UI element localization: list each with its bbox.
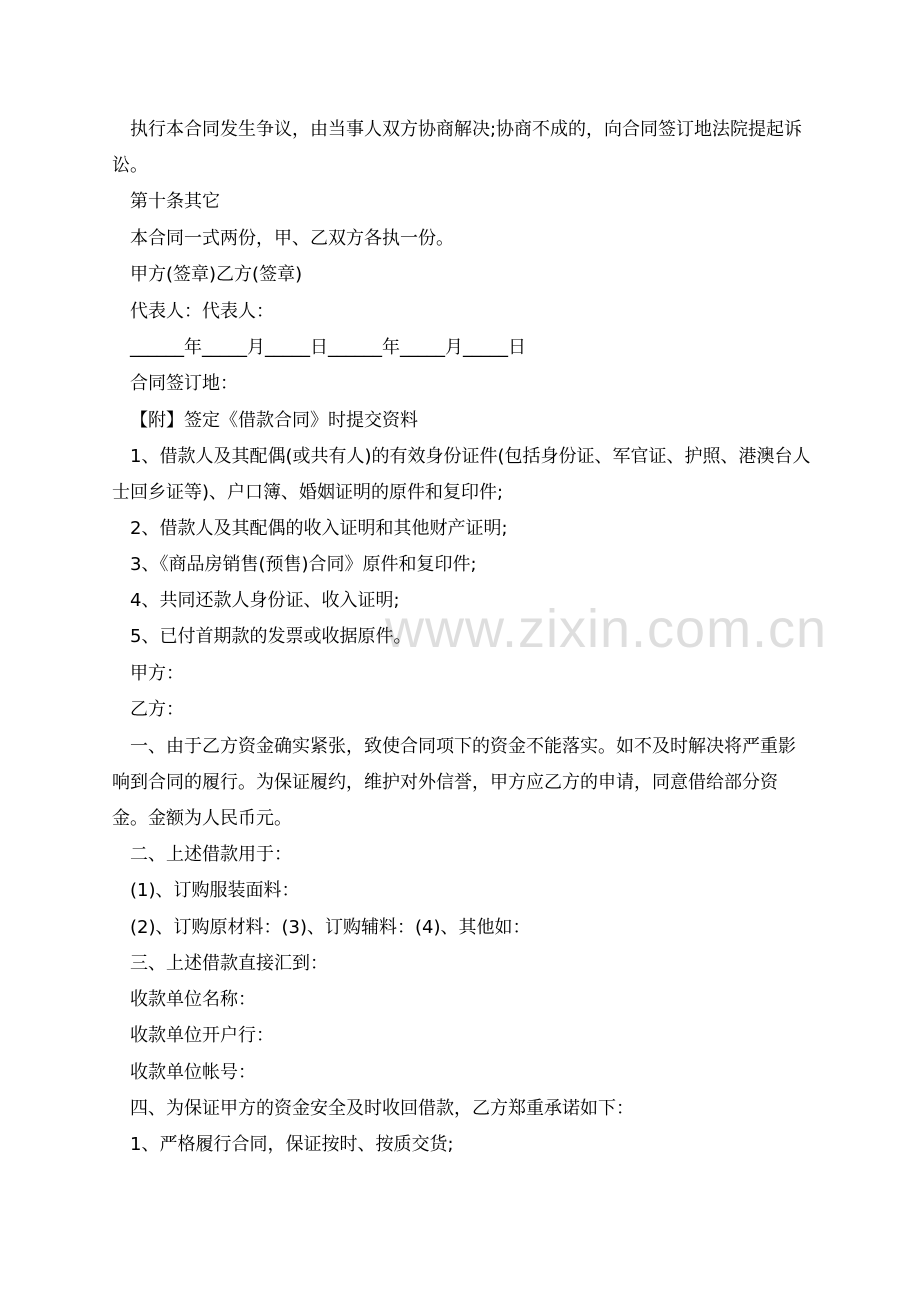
payee-account: 收款单位帐号： — [130, 1062, 256, 1083]
section-2: 二、上述借款用于： — [130, 844, 292, 865]
paragraph-dispute: 执行本合同发生争议，由当事人双方协商解决;协商不成的，向合同签订地法院提起诉讼。 — [112, 119, 803, 176]
list-item-2: 2、借款人及其配偶的收入证明和其他财产证明; — [130, 518, 508, 539]
paragraph-dates: ______年_____月_____日______年_____月_____日 — [130, 337, 526, 358]
paragraph-representatives: 代表人：代表人： — [130, 301, 274, 322]
paragraph-copies: 本合同一式两份，甲、乙双方各执一份。 — [130, 228, 454, 249]
list-item-5: 5、已付首期款的发票或收据原件。 — [130, 626, 412, 647]
purpose-item-1: (1)、订购服装面料： — [130, 880, 300, 901]
heading-appendix: 【附】签定《借款合同》时提交资料 — [130, 410, 418, 431]
section-4: 四、为保证甲方的资金安全及时收回借款，乙方郑重承诺如下： — [130, 1098, 634, 1119]
section-3: 三、上述借款直接汇到： — [130, 953, 328, 974]
payee-bank: 收款单位开户行： — [130, 1025, 274, 1046]
commitment-item-1: 1、严格履行合同，保证按时、按质交货; — [130, 1134, 454, 1155]
list-item-1: 1、借款人及其配偶(或共有人)的有效身份证件(包括身份证、军官证、护照、港澳台人士回乡证等)、户口簿、婚姻证明的原件和复印件; — [112, 446, 811, 503]
list-item-3: 3、《商品房销售(预售)合同》原件和复印件; — [130, 554, 477, 575]
paragraph-signing-place: 合同签订地： — [130, 373, 238, 394]
paragraph-signatures: 甲方(签章)乙方(签章) — [130, 264, 303, 285]
heading-article-10: 第十条其它 — [130, 191, 220, 212]
section-1: 一、由于乙方资金确实紧张，致使合同项下的资金不能落实。如不及时解决将严重影响到合同的履行。为保证履约，维护对外信誉，甲方应乙方的申请，同意借给部分资金。金额为人民币元。 — [112, 736, 796, 829]
payee-name: 收款单位名称： — [130, 989, 256, 1010]
party-b-label: 乙方： — [130, 699, 184, 720]
purpose-items-2-4: (2)、订购原材料：(3)、订购辅料：(4)、其他如： — [130, 917, 531, 938]
watermark: www.zixin.com.cn — [385, 599, 828, 659]
list-item-4: 4、共同还款人身份证、收入证明; — [130, 590, 400, 611]
party-a-label: 甲方： — [130, 663, 184, 684]
